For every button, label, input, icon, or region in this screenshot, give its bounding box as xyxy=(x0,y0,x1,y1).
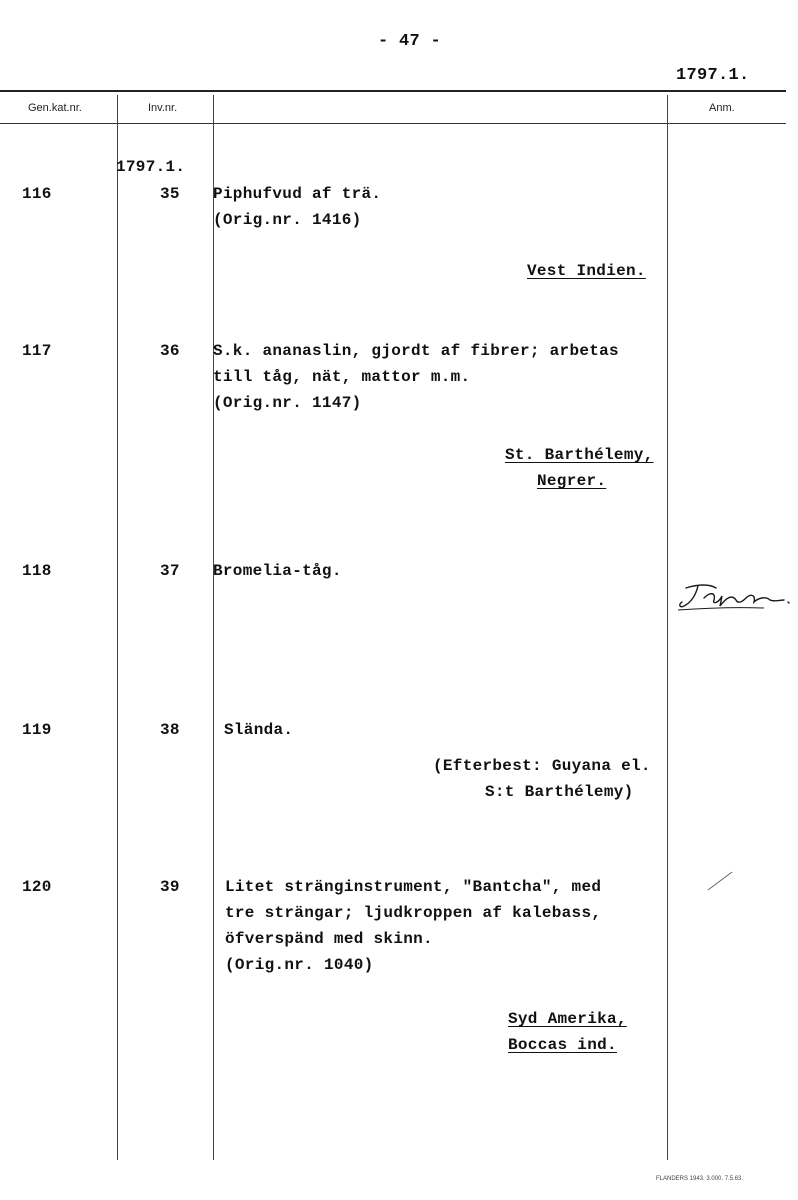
entry-120-origin: Syd Amerika, xyxy=(508,1010,627,1028)
entry-117-description-line: (Orig.nr. 1147) xyxy=(213,394,362,412)
printer-mark: FLANDERS 1943. 3.000. 7.5.63. xyxy=(656,1176,744,1182)
entry-117-inv-nr: 36 xyxy=(160,342,180,360)
entry-120-origin: Boccas ind. xyxy=(508,1036,617,1054)
entry-118-inv-nr: 37 xyxy=(160,562,180,580)
entry-119-inv-nr: 38 xyxy=(160,721,180,739)
entry-116-description-line: Piphufvud af trä. xyxy=(213,185,382,203)
entry-120-description-line: (Orig.nr. 1040) xyxy=(225,956,374,974)
entry-120-description-line: öfverspänd med skinn. xyxy=(225,930,433,948)
entry-118-description-line: Bromelia-tåg. xyxy=(213,562,342,580)
handwritten-annotation-saknas xyxy=(676,580,794,616)
pencil-mark xyxy=(706,868,736,892)
catalog-id-top: 1797.1. xyxy=(676,66,750,85)
column-divider-2 xyxy=(213,95,214,1160)
entry-117-origin: St. Barthélemy, xyxy=(505,446,654,464)
entry-117-description-line: S.k. ananaslin, gjordt af fibrer; arbetas xyxy=(213,342,619,360)
entry-119-gen-nr: 119 xyxy=(22,721,52,739)
entry-116-description-line: (Orig.nr. 1416) xyxy=(213,211,362,229)
page-number: - 47 - xyxy=(378,32,442,51)
entry-116-gen-nr: 116 xyxy=(22,185,52,203)
entry-120-gen-nr: 120 xyxy=(22,878,52,896)
catalog-id-inv: 1797.1. xyxy=(116,158,186,176)
entry-117-origin: Negrer. xyxy=(537,472,607,490)
entry-119-efterbest: (Efterbest: Guyana el. xyxy=(433,757,651,775)
header-top-rule xyxy=(0,90,786,92)
entry-120-inv-nr: 39 xyxy=(160,878,180,896)
entry-117-gen-nr: 117 xyxy=(22,342,52,360)
entry-116-inv-nr: 35 xyxy=(160,185,180,203)
column-header-gen-kat: Gen.kat.nr. xyxy=(28,102,82,114)
column-header-inv: Inv.nr. xyxy=(148,102,178,114)
entry-117-description-line: till tåg, nät, mattor m.m. xyxy=(213,368,471,386)
entry-116-origin: Vest Indien. xyxy=(527,262,646,280)
entry-119-efterbest: S:t Barthélemy) xyxy=(485,783,634,801)
entry-118-gen-nr: 118 xyxy=(22,562,52,580)
entry-119-description-line: Slända. xyxy=(224,721,294,739)
column-divider-1 xyxy=(117,95,118,1160)
column-header-anm: Anm. xyxy=(709,102,735,114)
entry-120-description-line: Litet stränginstrument, "Bantcha", med xyxy=(225,878,602,896)
entry-120-description-line: tre strängar; ljudkroppen af kalebass, xyxy=(225,904,602,922)
column-divider-3 xyxy=(667,95,668,1160)
